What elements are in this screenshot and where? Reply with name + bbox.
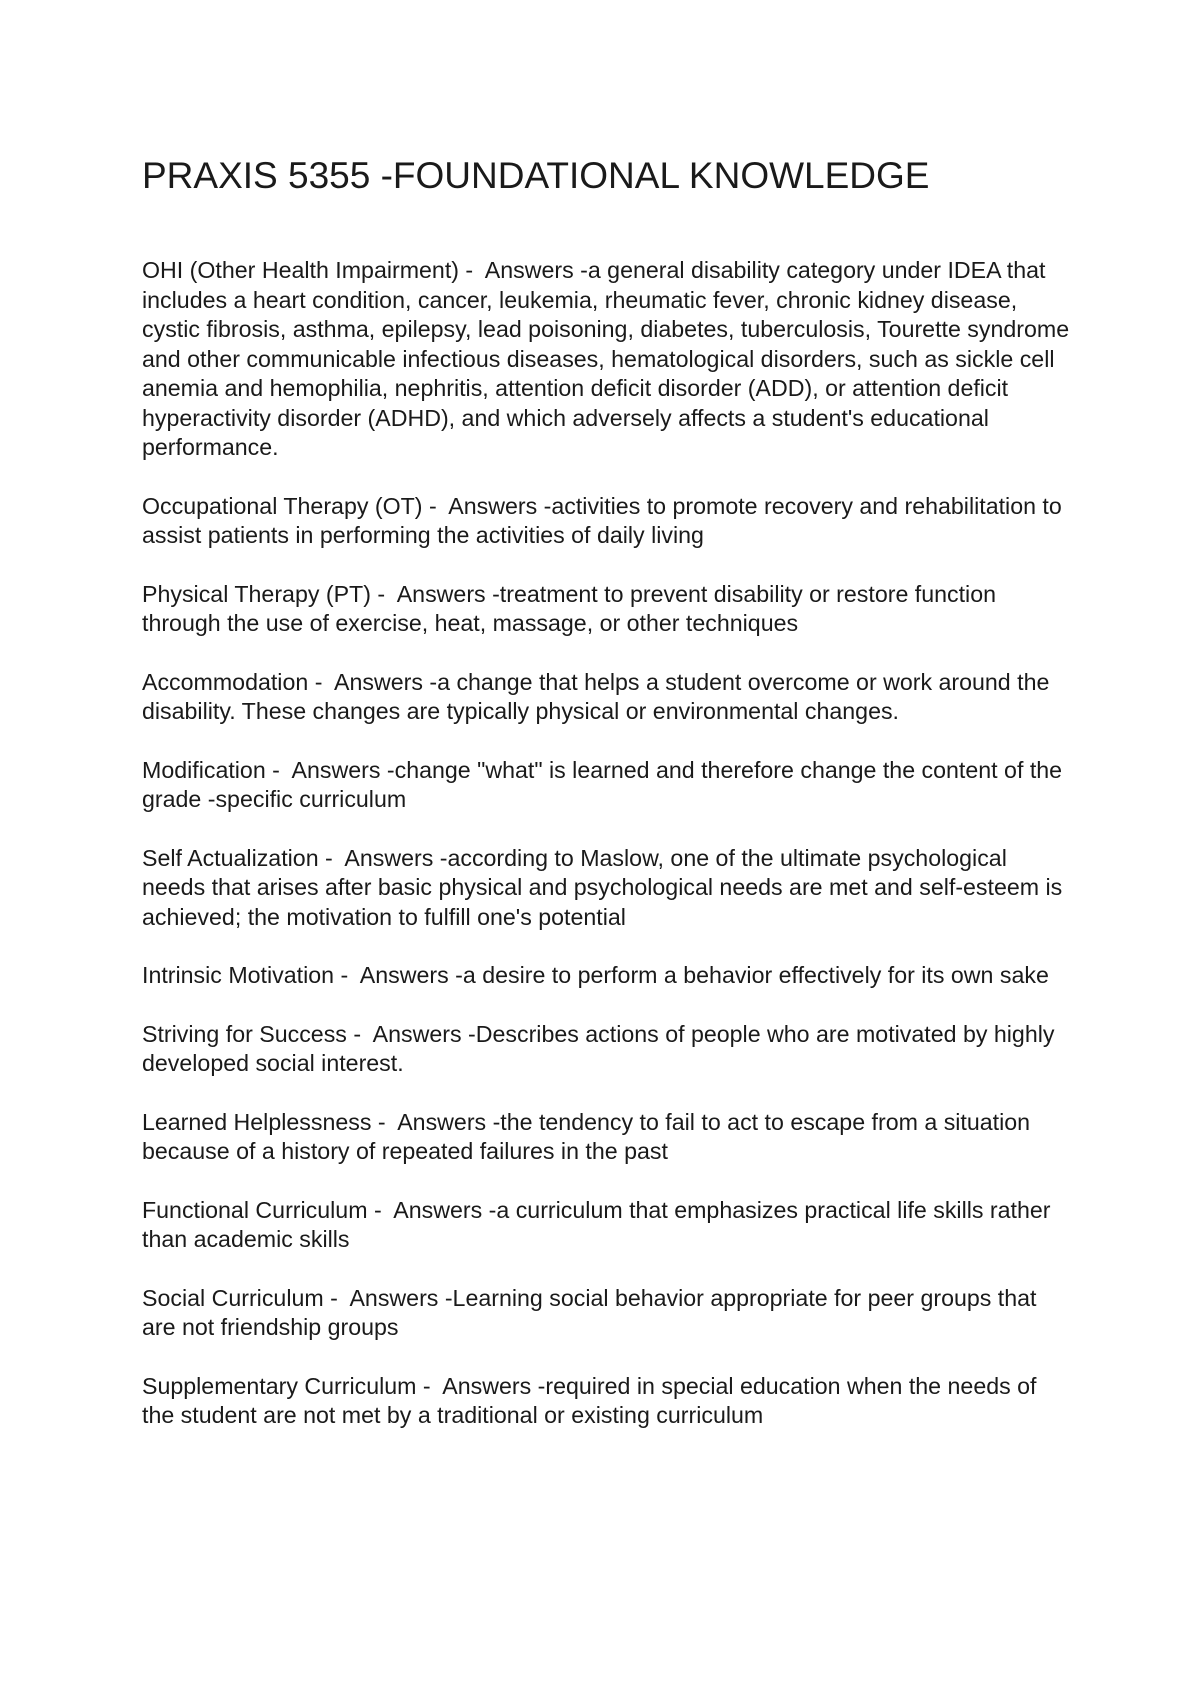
entry-answer-label: Answers - [334,668,438,695]
entry-definition: Describes actions of people who are motivated by highly developed social interest. [142,1020,1055,1076]
entry-term: OHI (Other Health Impairment) - [142,257,474,283]
flashcard-entry-functional-curriculum [142,1196,1072,1255]
entry-definition: treatment to prevent disability or restore function through the use of exercise, heat, massage, or other techniques [142,580,996,636]
entry-definition: a curriculum that emphasizes practical life skills rather than academic skills [142,1196,1051,1252]
entry-term: Social Curriculum - [142,1284,338,1311]
entry-answer-label: Answers - [448,492,552,519]
flashcard-list [142,256,1072,1460]
entry-answer-label: Answers - [372,1020,476,1047]
page-title: PRAXIS 5355 -FOUNDATIONAL KNOWLEDGE [142,155,930,196]
entry-term: Occupational Therapy (OT) - [142,492,437,519]
flashcard-entry-modification [142,756,1072,815]
flashcard-entry-supplementary-curriculum [142,1372,1072,1431]
entry-answer-label: Answers - [349,1284,453,1311]
entry-term: Self Actualization - [142,844,333,871]
entry-definition: activities to promote recovery and rehabilitation to assist patients in performing the activities of daily living [142,492,1062,548]
entry-term: Learned Helplessness - [142,1108,386,1135]
entry-answer-label: Answers - [359,962,463,988]
entry-definition: a desire to perform a behavior effectively for its own sake [462,962,1049,988]
flashcard-entry-ohi [142,256,1072,463]
entry-term: Striving for Success - [142,1020,362,1047]
entry-answer-label: Answers - [344,844,448,871]
entry-term: Intrinsic Motivation - [142,962,349,988]
entry-definition: required in special education when the needs of the student are not met by a traditional or existing curriculum [142,1372,1037,1428]
flashcard-entry-occupational-therapy [142,492,1072,551]
flashcard-entry-physical-therapy [142,580,1072,639]
flashcard-entry-social-curriculum [142,1284,1072,1343]
entry-term: Functional Curriculum - [142,1196,382,1223]
entry-answer-label: Answers - [442,1372,546,1399]
flashcard-entry-accommodation [142,668,1072,727]
entry-answer-label: Answers - [291,756,395,783]
entry-definition: according to Maslow, one of the ultimate psychological needs that arises after basic physical and psychological needs are met and self-esteem is achieved; the motivation to fulfill one's potential [142,844,1063,930]
entry-term: Modification - [142,756,280,783]
entry-definition: a general disability category under IDEA that includes a heart condition, cancer, leukemia, rheumatic fever, chronic kidney disease, cystic fibrosis, asthma, epilepsy, lead poisoning, diabetes, tuberculosis, Tourette syndrome and other communicable infectious diseases, hematological disorders, such as sickle cell anemia and hemophilia, nephritis, attention deficit disorder (ADD), or attention deficit hyperactivity disorder (ADHD), and which adversely affects a student's educational performance. [142,257,1070,460]
flashcard-entry-learned-helplessness [142,1108,1072,1167]
entry-definition: the tendency to fail to act to escape from a situation because of a history of repeated failures in the past [142,1108,1031,1164]
entry-answer-label: Answers - [393,1196,497,1223]
entry-term: Accommodation - [142,668,323,695]
entry-answer-label: Answers - [396,580,500,607]
flashcard-entry-striving-for-success [142,1020,1072,1079]
entry-term: Supplementary Curriculum - [142,1372,431,1399]
entry-term: Physical Therapy (PT) - [142,580,386,607]
entry-answer-label: Answers - [397,1108,501,1135]
entry-definition: Learning social behavior appropriate for peer groups that are not friendship groups [142,1284,1037,1340]
entry-definition: change "what" is learned and therefore change the content of the grade -specific curriculum [142,756,1063,812]
entry-definition: a change that helps a student overcome or work around the disability. These changes are typically physical or environmental changes. [142,668,1050,724]
flashcard-entry-intrinsic-motivation [142,961,1072,991]
entry-answer-label: Answers - [484,257,588,283]
flashcard-entry-self-actualization [142,844,1072,933]
